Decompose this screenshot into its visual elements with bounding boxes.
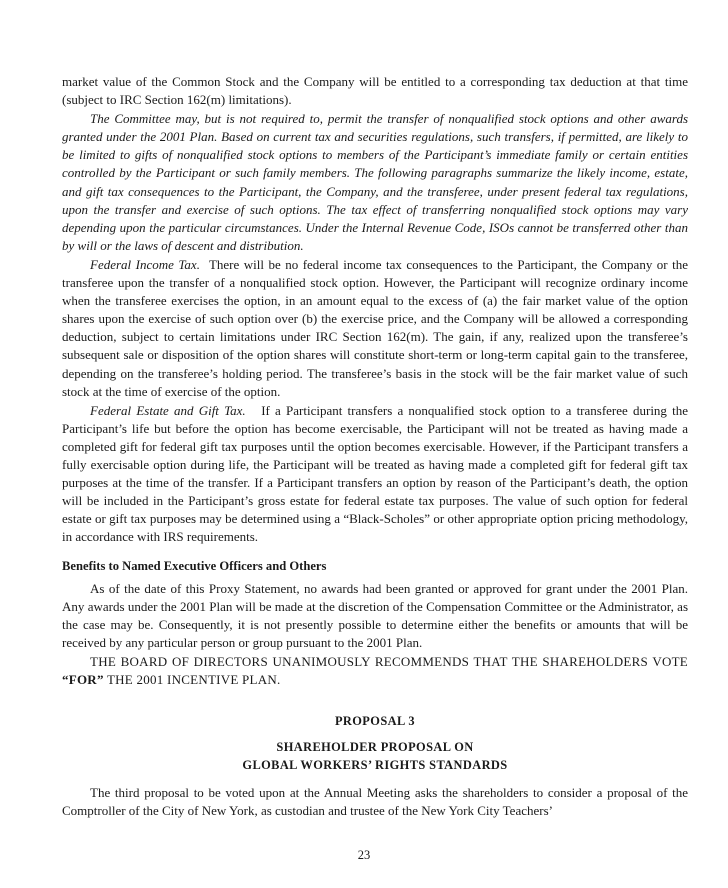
section-heading-benefits: Benefits to Named Executive Officers and Others — [62, 559, 327, 574]
document-page — [62, 73, 688, 821]
proposal-title-line-2: GLOBAL WORKERS’ RIGHTS STANDARDS — [242, 758, 508, 773]
proposal-number: PROPOSAL 3 — [334, 714, 416, 729]
paragraph-federal-income-tax — [62, 256, 688, 401]
paragraph-tax-deduction: market value of the Common Stock and the Company will be entitled to a corresponding tax deduction at that time (subject to IRC Section 162(m) limitations). — [62, 74, 688, 108]
paragraph-transfer-options: The Committee may, but is not required to, permit the transfer of nonqualified stock options and other awards granted under the 2001 Plan. Based on current tax and securities regulations, such transfers, if permitted, are likely to be limited to gifts of nonqualified stock options to members of the Participant’s immediate family or certain entities controlled by the Participant or such family members. The following paragraphs summarize the likely income, estate, and gift tax consequences to the Participant, the Company, and the transferee, under present federal tax regulations, upon the transfer and exercise of such options. The tax effect of transferring nonqualified stock options may vary depending upon the particular circumstances. Under the Internal Revenue Code, ISOs cannot be transferred other than by will or the laws of descent and distribution. — [62, 111, 688, 253]
paragraph-federal-estate-gift-tax — [62, 402, 688, 547]
paragraph-benefits: As of the date of this Proxy Statement, no awards had been granted or approved for grant under the 2001 Plan. Any awards under the 2001 Plan will be made at the discretion of the Compensation Committee or the Administrator, as the case may be. Consequently, it is not presently possible to determine either the benefits or amounts that will be received by any particular person or group pursuant to the 2001 Plan. — [62, 580, 688, 650]
board-recommendation-for: “FOR” — [62, 672, 104, 687]
federal-income-tax-lead: Federal Income Tax. — [90, 256, 200, 272]
federal-income-tax-body: There will be no federal income tax consequences to the Participant, the Company or the transferee upon the transfer of a nonqualified stock option. However, the Participant will recognize ordinary income when the transferee exercises the option, in an amount equal to the excess of (a) the fair market value of the option shares upon the exercise of such option over (b) the exercise price, and the Company will be allowed a corresponding deduction, subject to certain limitations under IRC Section 162(m). The gain, if any, realized upon the transferee’s subsequent sale or disposition of the option shares will constitute short-term or long-term capital gain to the transferee, depending on the transferee’s holding period. The transferee’s basis in the stock will be the fair market value of such stock at the time of exercise of the option. — [62, 256, 689, 399]
page-number: 23 — [357, 848, 371, 862]
proposal-title-line-1: SHAREHOLDER PROPOSAL ON — [276, 740, 474, 755]
federal-estate-gift-tax-lead: Federal Estate and Gift Tax. — [90, 402, 246, 418]
paragraph-board-recommendation — [62, 653, 688, 689]
board-recommendation-plan: THE 2001 INCENTIVE PLAN. — [106, 672, 281, 687]
board-recommendation-text: THE BOARD OF DIRECTORS UNANIMOUSLY RECOMMENDS THAT THE SHAREHOLDERS VOTE — [90, 653, 688, 669]
federal-estate-gift-tax-body: If a Participant transfers a nonqualified stock option to a transferee during the Participant’s life but before the option has become exercisable, the Participant will not be treated as having made a completed gift for federal gift tax purposes until the option becomes exercisable. However, if the Participant transfers a fully exercisable option during life, the Participant will be treated as having made a completed gift for federal gift tax purposes at the time of the transfer. If a Participant transfers an option by reason of the Participant’s death, the option will be included in the Participant’s gross estate for federal estate tax purposes. The value of such option for federal estate or gift tax purposes may be determined using a “Black-Scholes” or other appropriate option pricing methodology, in accordance with IRS requirements. — [62, 402, 688, 545]
paragraph-third-proposal: The third proposal to be voted upon at the Annual Meeting asks the shareholders to consider a proposal of the Comptroller of the City of New York, as custodian and trustee of the New York City Teachers’ — [62, 785, 688, 819]
